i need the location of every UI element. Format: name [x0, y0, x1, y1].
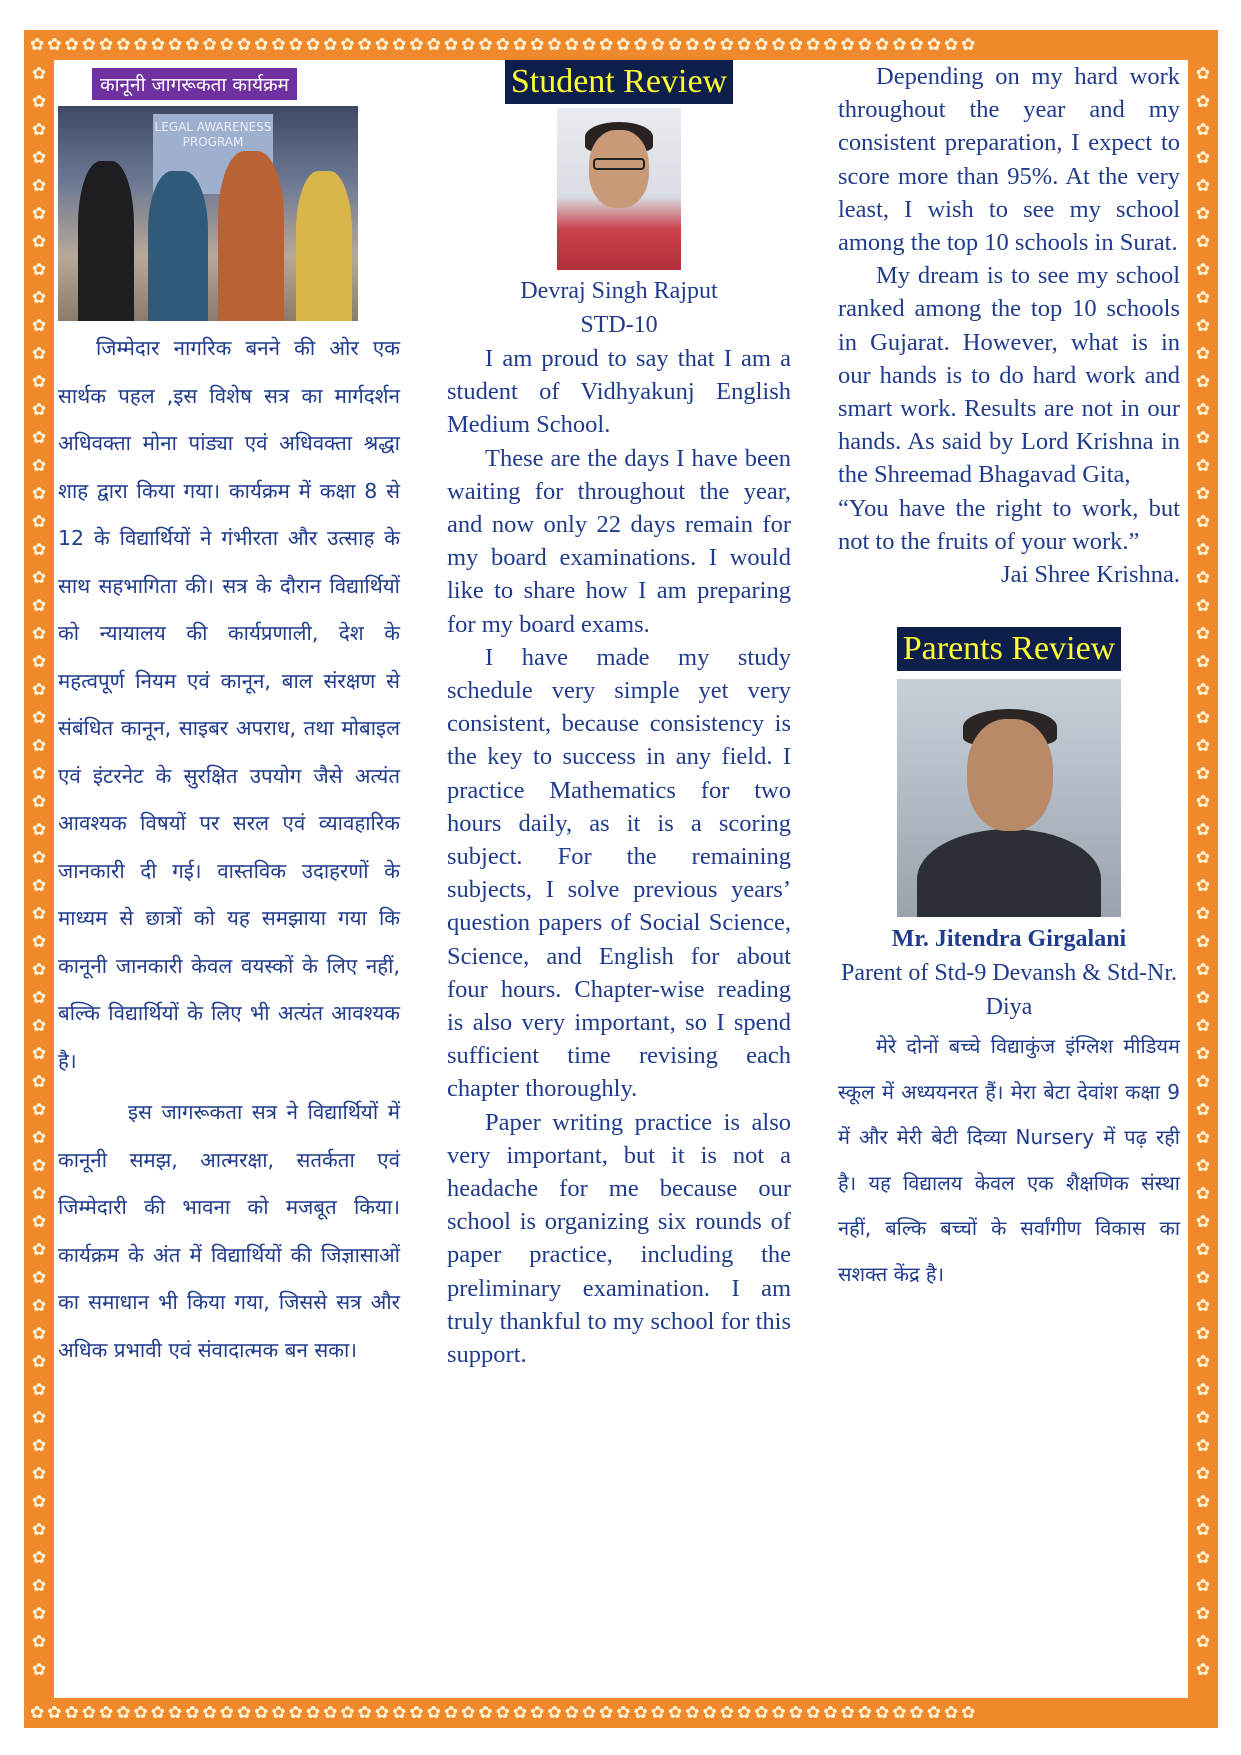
student-signoff: Jai Shree Krishna. — [1001, 561, 1180, 589]
student-paragraph-3: I have made my study schedule very simple yet very consistent, because consistency is the key to success in any field. I practice Mathematics for two hours daily, as it is a scoring subject. For the remaining subjects, I solve previous years’ question papers of Social Science, Science, and English for about four hours. Chapter-wise reading is also very important, so I spend sufficient time revising each chapter thoroughly. — [447, 643, 791, 1103]
face-shape — [967, 719, 1053, 831]
parent-photo — [897, 679, 1121, 917]
legal-awareness-column — [58, 60, 400, 1374]
parent-relation: Parent of Std-9 Devansh & Std-Nr. Diya — [841, 960, 1177, 1021]
border-flowers-top: ✿✿✿✿✿✿✿✿✿✿✿✿✿✿✿✿✿✿✿✿✿✿✿✿✿✿✿✿✿✿✿✿✿✿✿✿✿✿✿✿✿✿✿✿✿✿✿✿✿✿✿✿✿✿✿ — [30, 35, 979, 55]
review-continuation-column — [838, 60, 1180, 1297]
legal-awareness-title: कानूनी जागरूकता कार्यक्रम — [92, 68, 297, 100]
person-figure — [148, 171, 208, 321]
border-flowers-bottom: ✿✿✿✿✿✿✿✿✿✿✿✿✿✿✿✿✿✿✿✿✿✿✿✿✿✿✿✿✿✿✿✿✿✿✿✿✿✿✿✿✿✿✿✿✿✿✿✿✿✿✿✿✿✿✿ — [30, 1703, 979, 1723]
student-quote: “You have the right to work, but not to the fruits of your work.” — [838, 494, 1180, 555]
legal-awareness-paragraph-2: इस जागरूकता सत्र ने विद्यार्थियों में कानूनी समझ, आत्मरक्षा, सतर्कता एवं जिम्मेदारी की भावना को मजबूत किया। कार्यक्रम के अंत में विद्यार्थियों की जिज्ञासाओं का समाधान भी किया गया, जिससे सत्र और अधिक प्रभावी एवं संवादात्मक बन सका। — [58, 1100, 400, 1362]
projector-screen-text: LEGAL AWARENESS PROGRAM — [153, 114, 273, 194]
legal-awareness-photo — [58, 106, 358, 321]
parents-review-heading: Parents Review — [897, 627, 1121, 671]
student-paragraph-4: Paper writing practice is also very important, but it is not a headache for me because our school is organizing six rounds of paper practice, including the preliminary examination. I am truly thankful to my school for this support. — [447, 1108, 791, 1369]
border-flowers-left: ✿ ✿ ✿ ✿ ✿ ✿ ✿ ✿ ✿ ✿ ✿ ✿ ✿ ✿ ✿ ✿ ✿ ✿ ✿ ✿ ✿ ✿ ✿ ✿ ✿ ✿ ✿ ✿ ✿ ✿ ✿ ✿ ✿ ✿ ✿ ✿ ✿ ✿ ✿ ✿ ✿ ✿ ✿ ✿ ✿ ✿ ✿ ✿ ✿ ✿ ✿ ✿ ✿ ✿ ✿ ✿ ✿ ✿ — [31, 64, 47, 1680]
student-class: STD-10 — [580, 312, 658, 338]
glasses-shape — [593, 158, 645, 170]
student-review-heading: Student Review — [505, 60, 733, 104]
parent-name: Mr. Jitendra Girgalani — [891, 926, 1127, 953]
student-paragraph-6: My dream is to see my school ranked among the top 10 schools in Gujarat. However, what is in our hands is to do hard work and smart work. Results are not in our hands. As said by Lord Krishna in the Shreemad Bhagavad Gita, — [838, 262, 1180, 489]
person-figure — [78, 161, 134, 321]
student-paragraph-1: I am proud to say that I am a student of Vidhyakunj English Medium School. — [447, 345, 791, 439]
legal-awareness-paragraph-1: जिम्मेदार नागरिक बनने की ओर एक सार्थक पहल ,इस विशेष सत्र का मार्गदर्शन अधिवक्ता मोना पांड्या एवं अधिवक्ता श्रद्धा शाह द्वारा किया गया। कार्यक्रम में कक्षा 8 से 12 के विद्यार्थियों ने गंभीरता और उत्साह के साथ सहभागिता की। सत्र के दौरान विद्यार्थियों को न्यायालय की कार्यप्रणाली, देश के महत्वपूर्ण नियम एवं कानून, बाल संरक्षण से संबंधित कानून, साइबर अपराध, तथा मोबाइल एवं इंटरनेट के सुरक्षित उपयोग जैसे अत्यंत आवश्यक विषयों पर सरल एवं व्यावहारिक जानकारी दी गई। वास्तविक उदाहरणों के माध्यम से छात्रों को यह समझाया गया कि कानूनी जानकारी केवल वयस्कों के लिए नहीं, बल्कि विद्यार्थियों के लिए भी अत्यंत आवश्यक है। — [58, 336, 400, 1073]
student-paragraph-2: These are the days I have been waiting for throughout the year, and now only 22 days remain for my board examinations. I would like to share how I am preparing for my board exams. — [447, 444, 791, 638]
person-figure — [296, 171, 352, 321]
student-photo — [557, 108, 681, 270]
border-flowers-right: ✿ ✿ ✿ ✿ ✿ ✿ ✿ ✿ ✿ ✿ ✿ ✿ ✿ ✿ ✿ ✿ ✿ ✿ ✿ ✿ ✿ ✿ ✿ ✿ ✿ ✿ ✿ ✿ ✿ ✿ ✿ ✿ ✿ ✿ ✿ ✿ ✿ ✿ ✿ ✿ ✿ ✿ ✿ ✿ ✿ ✿ ✿ ✿ ✿ ✿ ✿ ✿ ✿ ✿ ✿ ✿ ✿ ✿ — [1195, 64, 1211, 1680]
student-review-column — [447, 60, 791, 1371]
student-paragraph-5: Depending on my hard work throughout the year and my consistent preparation, I expect to score more than 95%. At the very least, I wish to see my school among the top 10 schools in Surat. — [838, 63, 1180, 257]
person-figure — [218, 151, 284, 321]
parent-review-text: मेरे दोनों बच्चे विद्याकुंज इंग्लिश मीडियम स्कूल में अध्ययनरत हैं। मेरा बेटा देवांश कक्षा 9 में और मेरी बेटी दिव्या Nursery में पढ़ रही है। यह विद्यालय केवल एक शैक्षणिक संस्था नहीं, बल्कि बच्चों के सर्वांगीण विकास का सशक्त केंद्र है। — [838, 1034, 1180, 1286]
body-shape — [917, 829, 1101, 917]
student-name: Devraj Singh Rajput — [520, 278, 718, 304]
